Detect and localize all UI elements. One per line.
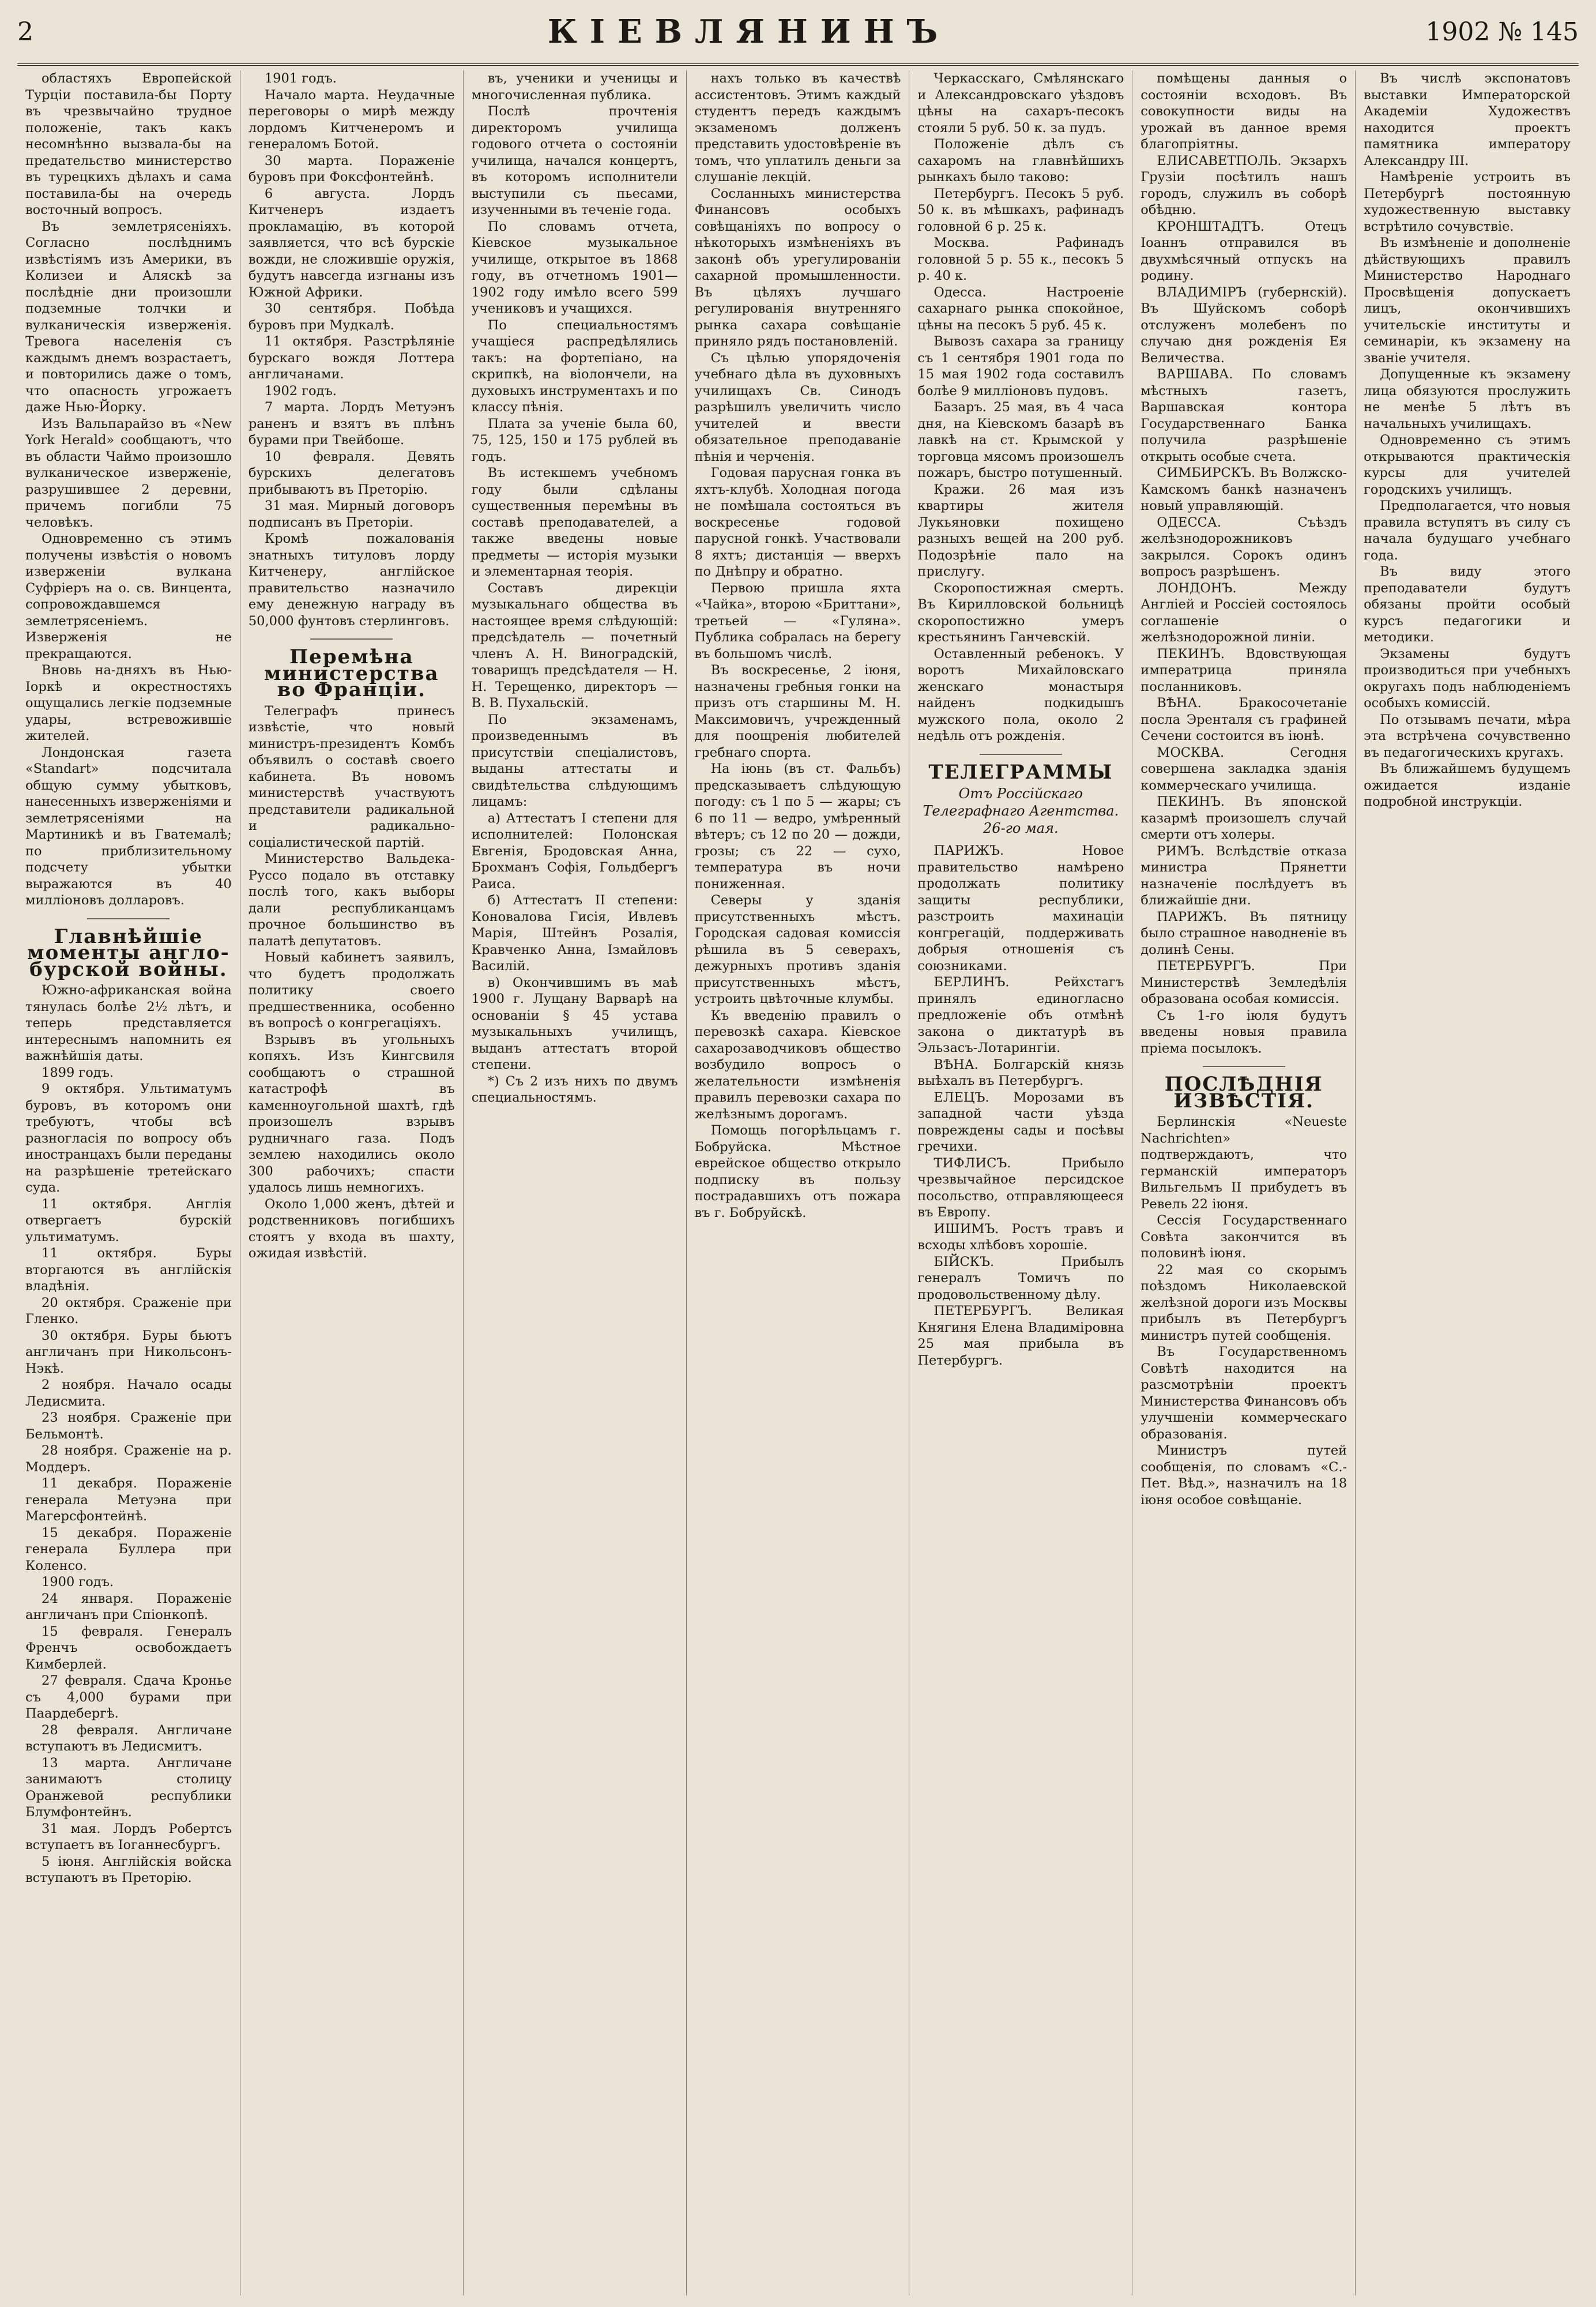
article-paragraph: 7 марта. Лордъ Метуэнъ раненъ и взятъ въ плѣнъ бурами при Твейбоше. bbox=[248, 400, 455, 448]
article-paragraph: Въ истекшемъ учебномъ году были сдѣланы существенныя перемѣны въ составѣ преподавателей, а также введены новые предметы — исторія музыки и элементарная теорія. bbox=[471, 465, 678, 579]
article-paragraph: Изъ Вальпарайзо въ «New York Herald» сообщаютъ, что въ области Чаймо произошло вулканическое изверженіе, разрушившее 2 деревни, причемъ погибли 75 человѣкъ. bbox=[25, 416, 232, 530]
columns bbox=[17, 70, 1579, 2295]
masthead-rule bbox=[17, 63, 1579, 66]
article-paragraph: По специальностямъ учащіеся распредѣлялись такъ: на фортепіано, на скрипкѣ, на віолончели, на духовыхъ инструментахъ и по классу пѣнія. bbox=[471, 317, 678, 415]
section-divider bbox=[310, 638, 393, 640]
article-paragraph: 31 мая. Лордъ Робертсъ вступаетъ въ Іоганнесбургъ. bbox=[25, 1821, 232, 1853]
article-paragraph: 24 января. Пораженіе англичанъ при Спіонкопѣ. bbox=[25, 1591, 232, 1622]
article-paragraph: Одновременно съ этимъ открываются практическія курсы для учителей городскихъ училищъ. bbox=[1364, 433, 1571, 497]
article-paragraph: 28 февраля. Англичане вступаютъ въ Ледисмитъ. bbox=[25, 1722, 232, 1754]
article-paragraph: Послѣ прочтенія директоромъ училища годового отчета о состояніи училища, начался концертъ, въ которомъ исполнители выступили съ пьесами, изученными въ теченіе года. bbox=[471, 104, 678, 217]
newspaper-title: КІЕВЛЯНИНЪ bbox=[547, 13, 951, 51]
article-paragraph: Оставленный ребенокъ. У воротъ Михайловскаго женскаго монастыря найденъ подкидышъ мужского пола, около 2 недѣль отъ рожденія. bbox=[917, 646, 1124, 743]
article-paragraph: Министерство Вальдека-Руссо подало въ отставку послѣ того, какъ выборы дали республиканцамъ прочное большинство въ палатѣ депутатовъ. bbox=[248, 851, 455, 949]
article-paragraph: ПЕТЕРБУРГЪ. При Министерствѣ Земледѣлія образована особая комиссія. bbox=[1140, 959, 1347, 1006]
article-paragraph: 11 октября. Англія отвергаетъ бурскій ультиматумъ. bbox=[25, 1196, 232, 1245]
article-paragraph: 22 мая со скорымъ поѣздомъ Николаевской желѣзной дороги изъ Москвы прибылъ въ Петербургъ министръ путей сообщенія. bbox=[1140, 1262, 1347, 1343]
article-paragraph: Вывозъ сахара за границу съ 1 сентября 1901 года по 15 мая 1902 года составилъ болѣе 9 милліоновъ пудовъ. bbox=[917, 334, 1124, 399]
article-paragraph: Въ ближайшемъ будущемъ ожидается изданіе подробной инструкціи. bbox=[1364, 761, 1571, 809]
section-divider bbox=[980, 754, 1062, 755]
article-paragraph: ПАРИЖЪ. Въ пятницу было страшное наводненіе въ долинѣ Сены. bbox=[1140, 909, 1347, 957]
article-paragraph: нахъ только въ качествѣ ассистентовъ. Этимъ каждый студентъ передъ каждымъ экзаменомъ долженъ представить удостовѣреніе въ томъ, что уплатилъ деньги за слушаніе лекцій. bbox=[694, 71, 901, 185]
article-paragraph: По экзаменамъ, произведеннымъ въ присутствіи спеціалистовъ, выданы аттестаты и свидѣтельства слѣдующимъ лицамъ: bbox=[471, 712, 678, 809]
column-3 bbox=[464, 70, 687, 2295]
article-paragraph: ТИФЛИСЪ. Прибыло чрезвычайное персидское посольство, отправляющееся въ Европу. bbox=[917, 1155, 1124, 1220]
article-paragraph: Начало марта. Неудачные переговоры о мирѣ между лордомъ Китченеромъ и генераломъ Ботой. bbox=[248, 87, 455, 152]
article-paragraph: Годовая парусная гонка въ яхтъ-клубѣ. Холодная погода не помѣшала состояться въ воскресенье годовой парусной гонкѣ. Участвовали 8 яхтъ; дистанція — вверхъ по Днѣпру и обратно. bbox=[694, 465, 901, 579]
article-paragraph: Скоропостижная смерть. Въ Кирилловской больницѣ скоропостижно умеръ крестьянинъ Ганчевскій. bbox=[917, 580, 1124, 645]
article-paragraph: Плата за ученіе была 60, 75, 125, 150 и 175 рублей въ годъ. bbox=[471, 416, 678, 464]
article-paragraph: Помощь погорѣльцамъ г. Бобруйска. Мѣстное еврейское общество открыло подписку въ пользу пострадавшихъ отъ пожара въ г. Бобруйскѣ. bbox=[694, 1123, 901, 1220]
article-paragraph: ВѢНА. Болгарскій князь выѣхалъ въ Петербургъ. bbox=[917, 1057, 1124, 1088]
article-paragraph: 1901 годъ. bbox=[264, 71, 337, 86]
article-paragraph: 15 декабря. Пораженіе генерала Буллера при Коленсо. bbox=[25, 1525, 232, 1573]
article-paragraph: 31 мая. Мирный договоръ подписанъ въ Преторіи. bbox=[248, 498, 455, 530]
article-paragraph: а) Аттестатъ I степени для исполнителей: Полонская Евгенія, Бродовская Анна, Брохманъ Софія, Гольдбергъ Раиса. bbox=[471, 810, 678, 892]
article-paragraph: Базаръ. 25 мая, въ 4 часа дня, на Кіевскомъ базарѣ въ лавкѣ на ст. Крымской у торговца мясомъ произошелъ пожаръ, быстро потушенный. bbox=[917, 400, 1124, 480]
article-paragraph: Предполагается, что новыя правила вступятъ въ силу съ начала будущаго учебнаго года. bbox=[1364, 498, 1571, 563]
article-paragraph: Въ числѣ экспонатовъ выставки Императорской Академіи Художествъ находится проектъ памятника императору Александру III. bbox=[1364, 71, 1571, 168]
article-paragraph: Допущенные къ экзамену лица обязуются прослужить не менѣе 5 лѣтъ въ начальныхъ училищахъ. bbox=[1364, 367, 1571, 431]
section-heading: ТЕЛЕГРАММЫ bbox=[928, 760, 1113, 784]
column-7 bbox=[1356, 70, 1579, 2295]
article-paragraph: 23 ноября. Сраженіе при Бельмонтѣ. bbox=[25, 1410, 232, 1442]
column-1 bbox=[17, 70, 240, 2295]
article-paragraph: Лондонская газета «Standart» подсчитала общую сумму убытковъ, нанесенныхъ изверженіями и землетрясеніями на Мартиникѣ и въ Гватемалѣ; по приблизительному подсчету убытки выражаются въ 40 милліоновъ долларовъ. bbox=[25, 745, 232, 908]
article-paragraph: ОДЕССА. Съѣздъ желѣзнодорожниковъ закрылся. Сорокъ одинъ вопросъ разрѣшенъ. bbox=[1140, 514, 1347, 579]
section-divider bbox=[87, 918, 170, 919]
article-paragraph: областяхъ Европейской Турціи поставила-бы Порту въ чрезвычайно трудное положеніе, такъ какъ несомнѣнно вызвала-бы на предательство министерство въ турецкихъ дѣлахъ и сама поставила-бы на очередь восточный вопросъ. bbox=[25, 71, 232, 217]
article-paragraph: въ, ученики и ученицы и многочисленная публика. bbox=[471, 71, 678, 103]
article-paragraph: 13 марта. Англичане занимаютъ столицу Оранжевой республики Блумфонтейнъ. bbox=[25, 1755, 232, 1820]
article-paragraph: ЕЛЕЦЪ. Морозами въ западной части уѣзда повреждены сады и посѣвы гречихи. bbox=[917, 1089, 1124, 1154]
article-paragraph: 30 марта. Пораженіе буровъ при Фоксфонтейнѣ. bbox=[248, 153, 455, 185]
article-paragraph: Экзамены будутъ производиться при учебныхъ округахъ подъ наблюденіемъ особыхъ комиссій. bbox=[1364, 646, 1571, 711]
article-paragraph: 30 сентября. Побѣда буровъ при Мудкалѣ. bbox=[248, 301, 455, 333]
article-paragraph: Вновь на-дняхъ въ Нью-Іоркѣ и окрестностяхъ ощущались легкіе подземные удары, встревожившіе жителей. bbox=[25, 663, 232, 743]
section-heading: Перемѣна министерства во Франціи. bbox=[264, 645, 439, 701]
article-paragraph: Въ землетрясеніяхъ. Согласно послѣднимъ извѣстіямъ изъ Америки, въ Колизеи и Аляскѣ за послѣдніе дни произошли подземные толчки и вулканическія изверженія. Тревога населенія съ каждымъ днемъ возрастаетъ, и повторились даже о томъ, что опасность угрожаетъ даже Нью-Йорку. bbox=[25, 219, 232, 415]
article-paragraph: По словамъ отчета, Кіевское музыкальное училище, открытое въ 1868 году, въ отчетномъ 1901—1902 году имѣло всего 599 учениковъ и учащихся. bbox=[471, 219, 678, 316]
article-paragraph: ПАРИЖЪ. Новое правительство намѣрено продолжать политику защиты республики, разстроить махинаціи конгрегацій, поддерживать добрыя отношенія съ союзниками. bbox=[917, 843, 1124, 974]
article-paragraph: Первою пришла яхта «Чайка», второю «Бриттани», третьей — «Гуляна». Публика собралась на берегу въ большомъ числѣ. bbox=[694, 580, 901, 662]
article-paragraph: 1899 годъ. bbox=[42, 1065, 114, 1080]
article-paragraph: Южно-африканская война тянулась болѣе 2½ лѣтъ, и теперь представляется интереснымъ напомнить ея важнѣйшія даты. bbox=[25, 983, 232, 1064]
article-paragraph: Около 1,000 женъ, дѣтей и родственниковъ погибшихъ стоятъ у входа въ шахту, ожидая извѣстій. bbox=[248, 1196, 455, 1261]
article-paragraph: 10 февраля. Девять бурскихъ делегатовъ прибываютъ въ Преторію. bbox=[248, 449, 455, 497]
section-divider bbox=[1203, 1066, 1285, 1067]
article-paragraph: ПЕКИНЪ. Въ японской казармѣ произошелъ случай смерти отъ холеры. bbox=[1140, 794, 1347, 842]
article-paragraph: б) Аттестатъ II степени: Коновалова Гисія, Ивлевъ Марія, Штейнъ Розалія, Кравченко Анна, Ізмайловъ Василій. bbox=[471, 893, 678, 974]
article-paragraph: БІЙСКЪ. Прибылъ генералъ Томичъ по продовольственному дѣлу. bbox=[917, 1254, 1124, 1302]
article-paragraph: ВЛАДИМІРЪ (губернскій). Въ Шуйскомъ соборѣ отслуженъ молебенъ по случаю дня рожденія Ея Величества. bbox=[1140, 284, 1347, 366]
article-paragraph: Намѣреніе устроить въ Петербургѣ постоянную художественную выставку встрѣтило сочувствіе. bbox=[1364, 170, 1571, 234]
article-paragraph: ПЕТЕРБУРГЪ. Великая Княгиня Елена Владиміровна 25 мая прибыла въ Петербургъ. bbox=[917, 1303, 1124, 1368]
article-paragraph: Кражи. 26 мая изъ квартиры жителя Лукьяновки похищено разныхъ вещей на 200 руб. Подозрѣніе пало на прислугу. bbox=[917, 482, 1124, 579]
article-paragraph: На іюнь (въ ст. Фальбъ) предсказываетъ слѣдующую погоду: съ 1 по 5 — жары; съ 6 по 11 — ведро, умѣренный вѣтеръ; съ 12 по 20 — дожди, грозы; съ 22 — сухо, температура въ ночи пониженная. bbox=[694, 761, 901, 892]
article-paragraph: КРОНШТАДТЪ. Отецъ Іоаннъ отправился въ двухмѣсячный отпускъ на родину. bbox=[1140, 219, 1347, 283]
article-paragraph: 11 декабря. Пораженіе генерала Метуэна при Магерсфонтейнѣ. bbox=[25, 1476, 232, 1524]
article-paragraph: По отзывамъ печати, мѣра эта встрѣчена сочувственно въ педагогическихъ кругахъ. bbox=[1364, 712, 1571, 760]
article-paragraph: ВАРШАВА. По словамъ мѣстныхъ газетъ, Варшавская контора Государственнаго Банка получила разрѣшеніе открыть особые счета. bbox=[1140, 367, 1347, 464]
article-paragraph: помѣщены данныя о состояніи всходовъ. Въ совокупности виды на урожай въ данное время благопріятны. bbox=[1140, 71, 1347, 152]
article-paragraph: Кромѣ пожалованія знатныхъ титуловъ лорду Китченеру, англійское правительство назначило ему денежную награду въ 50,000 фунтовъ стерлинговъ. bbox=[248, 531, 455, 629]
article-paragraph: Северы у зданія присутственныхъ мѣстъ. Городская садовая комиссія рѣшила въ 5 северахъ, дежурныхъ противъ зданія присутственныхъ мѣстъ, устроить цвѣточные клумбы. bbox=[694, 893, 901, 1006]
section-heading: ПОСЛѢДНІЯ ИЗВѢСТІЯ. bbox=[1164, 1073, 1323, 1113]
article-paragraph: РИМЪ. Вслѣдствіе отказа министра Прянетти назначеніе послѣдуетъ въ ближайшіе дни. bbox=[1140, 843, 1347, 908]
article-paragraph: 28 ноября. Сраженіе на р. Моддеръ. bbox=[25, 1443, 232, 1475]
article-paragraph: Къ введенію правилъ о перевозкѣ сахара. Кіевское сахарозаводчиковъ общество возбудило вопросъ о желательности измѣненія правилъ перевозки сахара по желѣзнымъ дорогамъ. bbox=[694, 1008, 901, 1122]
article-paragraph: 27 февраля. Сдача Кронье съ 4,000 бурами при Паардебергѣ. bbox=[25, 1673, 232, 1721]
article-paragraph: МОСКВА. Сегодня совершена закладка зданія коммерческаго училища. bbox=[1140, 745, 1347, 793]
article-paragraph: ВѢНА. Бракосочетаніе посла Эренталя съ графиней Сечени состоится въ іюнѣ. bbox=[1140, 696, 1347, 743]
article-paragraph: 15 февраля. Генералъ Френчъ освобождаетъ Кимберлей. bbox=[25, 1624, 232, 1672]
article-paragraph: ПЕКИНЪ. Вдовствующая императрица приняла посланниковъ. bbox=[1140, 646, 1347, 694]
article-paragraph: Съ 1-го іюля будутъ введены новыя правила пріема посылокъ. bbox=[1140, 1008, 1347, 1056]
article-paragraph: СИМБИРСКЪ. Въ Волжско-Камскомъ банкѣ назначенъ новый управляющій. bbox=[1140, 465, 1347, 513]
column-2 bbox=[240, 70, 464, 2295]
article-paragraph: Черкасскаго, Смѣлянскаго и Александровскаго уѣздовъ цѣны на сахаръ-песокъ стояли 5 руб. 50 к. за пудъ. bbox=[917, 71, 1124, 136]
article-paragraph: *) Съ 2 изъ нихъ по двумъ специальностямъ. bbox=[471, 1073, 678, 1105]
article-paragraph: Въ виду этого преподаватели будутъ обязаны пройти особый курсъ педагогики и методики. bbox=[1364, 564, 1571, 645]
article-paragraph: 20 октября. Сраженіе при Гленко. bbox=[25, 1295, 232, 1327]
article-paragraph: Телеграфъ принесъ извѣстіе, что новый министръ-президентъ Комбъ объявилъ о составѣ своего кабинета. Въ новомъ министерствѣ участвуютъ представители радикальной и радикально-соціалистической партій. bbox=[248, 703, 455, 850]
article-paragraph: 6 августа. Лордъ Китченеръ издаетъ прокламацію, въ которой заявляется, что всѣ бурскіе вожди, не сложившіе оружія, будутъ навсегда изгнаны изъ Южной Африки. bbox=[248, 186, 455, 300]
page-number: 2 bbox=[17, 17, 33, 47]
article-paragraph: Съ цѣлью упорядоченія учебнаго дѣла въ духовныхъ училищахъ Св. Синодъ разрѣшилъ увеличить число учителей и ввести обязательное преподаваніе пѣнія и черченія. bbox=[694, 350, 901, 464]
article-paragraph: ЛОНДОНЪ. Между Англіей и Россіей состоялось соглашеніе о желѣзнодорожной линіи. bbox=[1140, 580, 1347, 645]
column-4 bbox=[687, 70, 910, 2295]
article-paragraph: Одесса. Настроеніе сахарнаго рынка спокойное, цѣны на песокъ 5 руб. 45 к. bbox=[917, 284, 1124, 333]
article-paragraph: Взрывъ въ угольныхъ копяхъ. Изъ Кингсвиля сообщаютъ о страшной катастрофѣ въ каменноугольной шахтѣ, гдѣ произошелъ взрывъ рудничнаго газа. Подъ землею находились около 300 рабочихъ; спасти удалось лишь немногихъ. bbox=[248, 1032, 455, 1195]
article-paragraph: Въ Государственномъ Совѣтѣ находится на разсмотрѣніи проектъ Министерства Финансовъ объ улучшеніи коммерческаго образованія. bbox=[1140, 1344, 1347, 1442]
article-paragraph: Составъ дирекціи музыкальнаго общества въ настоящее время слѣдующій: предсѣдатель — почетный членъ А. Н. Виноградскій, товарищъ предсѣдателя — Н. Н. Терещенко, директоръ — В. В. Пухальскій. bbox=[471, 580, 678, 711]
column-6 bbox=[1132, 70, 1356, 2295]
article-paragraph: в) Окончившимъ въ маѣ 1900 г. Лущану Варварѣ на основаніи § 45 устава музыкальныхъ училищъ, выданъ аттестатъ второй степени. bbox=[471, 975, 678, 1072]
article-paragraph: 11 октября. Буры вторгаются въ англійскія владѣнія. bbox=[25, 1246, 232, 1294]
section-heading: Главнѣйшіе моменты англо-бурской войны. bbox=[27, 925, 230, 981]
column-5 bbox=[909, 70, 1132, 2295]
issue-number: 1902 № 145 bbox=[1425, 17, 1579, 47]
article-paragraph: Въ воскресенье, 2 іюня, назначены гребныя гонки на призъ отъ старшины М. Н. Максимовичъ, учрежденный для поощренія любителей гребнаго спорта. bbox=[694, 663, 901, 760]
article-paragraph: 5 іюня. Англійскія войска вступаютъ въ Преторію. bbox=[25, 1854, 232, 1885]
article-paragraph: Въ измѣненіе и дополненіе дѣйствующихъ правилъ Министерство Народнаго Просвѣщенія допускаетъ лицъ, окончившихъ учительскіе институты и семинаріи, къ экзамену на званіе учителя. bbox=[1364, 235, 1571, 366]
section-subheading: Отъ Россійскаго Телеграфнаго Агентства. 26-го мая. bbox=[923, 786, 1119, 836]
article-paragraph: БЕРЛИНЪ. Рейхстагъ принялъ единогласно предложеніе объ отмѣнѣ закона о диктатурѣ въ Эльзасъ-Лотарингіи. bbox=[917, 975, 1124, 1055]
article-paragraph: Новый кабинетъ заявилъ, что будетъ продолжать политику своего предшественника, особенно въ вопросѣ о конгрегаціяхъ. bbox=[248, 950, 455, 1031]
article-paragraph: Министръ путей сообщенія, по словамъ «С.-Пет. Вѣд.», назначилъ на 18 іюня особое совѣщаніе. bbox=[1140, 1443, 1347, 1508]
article-paragraph: Берлинскія «Neueste Nachrichten» подтверждаютъ, что германскій императоръ Вильгельмъ II прибудетъ въ Ревель 22 іюня. bbox=[1140, 1114, 1347, 1212]
article-paragraph: Москва. Рафинадъ головной 5 р. 55 к., песокъ 5 р. 40 к. bbox=[917, 235, 1124, 283]
article-paragraph: 1900 годъ. bbox=[42, 1575, 114, 1590]
article-paragraph: ИШИМЪ. Ростъ травъ и всходы хлѣбовъ хорошіе. bbox=[917, 1221, 1124, 1253]
article-paragraph: Петербургъ. Песокъ 5 руб. 50 к. въ мѣшкахъ, рафинадъ головной 6 р. 25 к. bbox=[917, 186, 1124, 234]
article-paragraph: Одновременно съ этимъ получены извѣстія о новомъ изверженіи вулкана Суфріеръ на о. св. Винцента, сопровождавшемся землетрясеніемъ. Изверженія не прекращаются. bbox=[25, 531, 232, 662]
article-paragraph: Сессія Государственнаго Совѣта закончится въ половинѣ іюня. bbox=[1140, 1213, 1347, 1261]
article-paragraph: 1902 годъ. bbox=[264, 383, 337, 399]
article-paragraph: 11 октября. Разстрѣляніе бурскаго вождя Лоттера англичанами. bbox=[248, 334, 455, 382]
article-paragraph: Положеніе дѣлъ съ сахаромъ на главнѣйшихъ рынкахъ было таково: bbox=[917, 137, 1124, 185]
article-paragraph: 9 октября. Ультиматумъ буровъ, въ которомъ они требуютъ, чтобы всѣ разногласія по вопросу объ иностранцахъ были переданы на разрѣшеніе третейскаго суда. bbox=[25, 1081, 232, 1195]
article-paragraph: 30 октября. Буры бьютъ англичанъ при Никольсонъ-Нэкѣ. bbox=[25, 1328, 232, 1376]
masthead bbox=[17, 0, 1579, 63]
article-paragraph: ЕЛИСАВЕТПОЛЬ. Экзархъ Грузіи посѣтилъ нашъ городъ, служилъ въ соборѣ обѣдню. bbox=[1140, 153, 1347, 217]
article-paragraph: 2 ноября. Начало осады Ледисмита. bbox=[25, 1377, 232, 1409]
article-paragraph: Сосланныхъ министерства Финансовъ особыхъ совѣщаніяхъ по вопросу о нѣкоторыхъ измѣненіяхъ въ законѣ объ урегулированіи сахарной промышленности. Въ цѣляхъ лучшаго регулированія внутренняго рынка сахара совѣщаніе приняло рядъ постановленій. bbox=[694, 186, 901, 349]
